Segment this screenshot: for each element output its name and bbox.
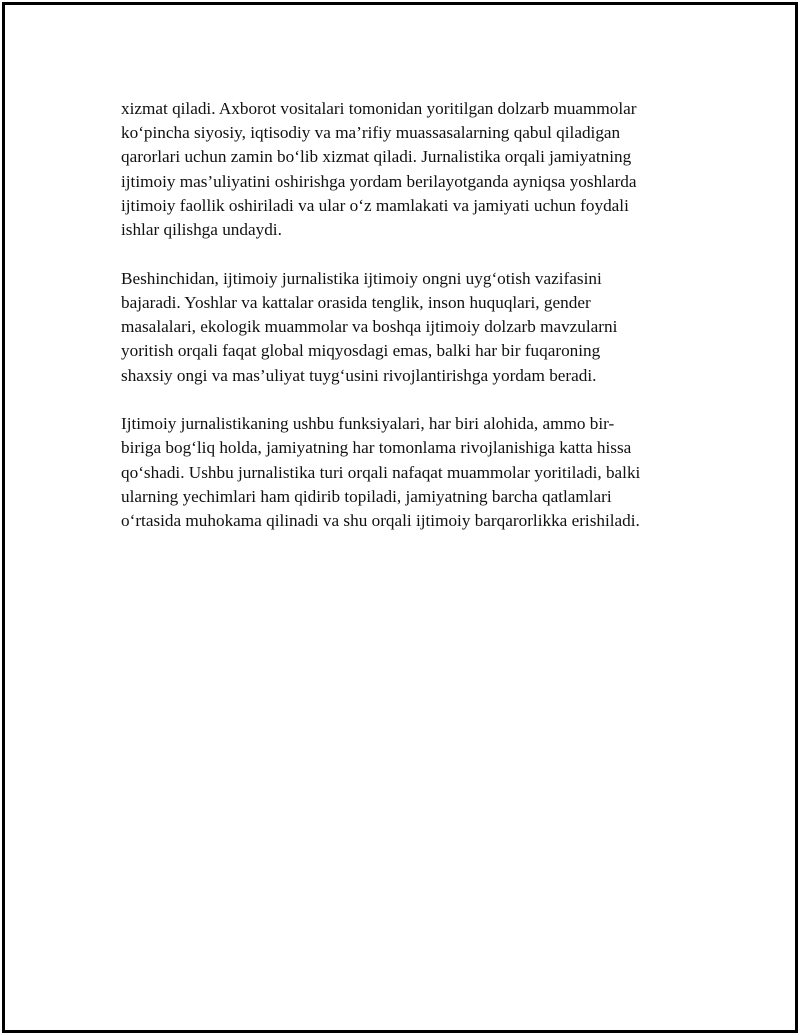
text-line: biriga bog‘liq holda, jamiyatning har tomonlama rivojlanishiga katta hissa (121, 438, 632, 458)
text-line: qo‘shadi. Ushbu jurnalistika turi orqali nafaqat muammolar yoritiladi, balki (121, 462, 641, 482)
text-line: bajaradi. Yoshlar va kattalar orasida tenglik, inson huquqlari, gender (121, 292, 591, 312)
text-line: Ijtimoiy jurnalistikaning ushbu funksiyalari, har biri alohida, ammo bir- (121, 414, 615, 434)
document-body (121, 97, 681, 558)
text-line: ko‘pincha siyosiy, iqtisodiy va ma’rifiy muassasalarning qabul qiladigan (121, 123, 621, 143)
text-line: Beshinchidan, ijtimoiy jurnalistika ijtimoiy ongni uyg‘otish vazifasini (121, 268, 602, 288)
paragraph-3 (121, 412, 681, 533)
text-line: ijtimoiy faollik oshiriladi va ular o‘z mamlakati va jamiyati uchun foydali (121, 195, 629, 215)
text-line: yoritish orqali faqat global miqyosdagi emas, balki har bir fuqaroning (121, 341, 601, 361)
document-page (2, 2, 798, 1033)
text-line: masalalari, ekologik muammolar va boshqa ijtimoiy dolzarb mavzularni (121, 317, 618, 337)
paragraph-2 (121, 267, 681, 388)
text-line: ijtimoiy mas’uliyatini oshirishga yordam berilayotganda ayniqsa yoshlarda (121, 171, 637, 191)
text-line: ularning yechimlari ham qidirib topiladi, jamiyatning barcha qatlamlari (121, 486, 612, 506)
text-line: ishlar qilishga undaydi. (121, 220, 282, 240)
text-line: o‘rtasida muhokama qilinadi va shu orqali ijtimoiy barqarorlikka erishiladi. (121, 511, 640, 531)
text-line: shaxsiy ongi va mas’uliyat tuyg‘usini rivojlantirishga yordam beradi. (121, 365, 597, 385)
text-line: qarorlari uchun zamin bo‘lib xizmat qiladi. Jurnalistika orqali jamiyatning (121, 147, 632, 167)
text-line: xizmat qiladi. Axborot vositalari tomonidan yoritilgan dolzarb muammolar (121, 99, 637, 118)
paragraph-1 (121, 97, 681, 242)
